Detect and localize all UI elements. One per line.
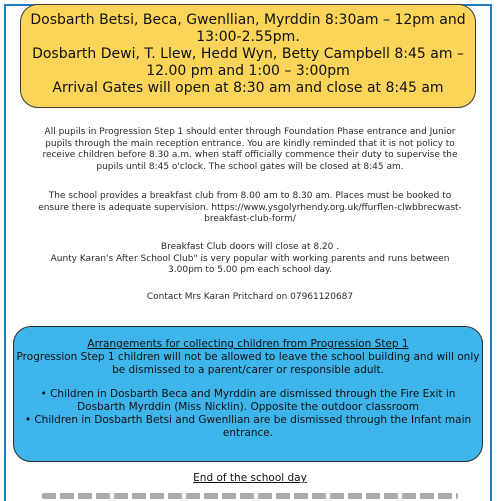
paragraph-line: The school provides a breakfast club from 8.00 am to 8.30 am. Places must be booked to: [48, 191, 452, 201]
paragraph-line: 3.00pm to 5.00 pm each school day.: [168, 265, 332, 275]
bullet-line: • Children in Dosbarth Beca and Myrddin are dismissed through the Fire Exit in: [40, 388, 456, 400]
breakfast-club-paragraph: [24, 191, 476, 226]
collection-arrangements-box: [13, 326, 483, 462]
paragraph-line: Breakfast Club doors will close at 8.20 .: [160, 242, 340, 252]
paragraph-line: ensure there is adequate supervision. https://www.ysgolyrhendy.org.uk/ffurflen-clwbbrecwast-: [38, 202, 462, 213]
school-times-box: [20, 4, 476, 108]
timing-line: 12.00 pm and 1:00 – 3:00pm: [146, 63, 350, 79]
paragraph-line: pupils through the main reception entrance. You are kindly reminded that it is not policy to: [45, 138, 455, 149]
collection-line: Progression Step 1 children will not be allowed to leave the school building and will only: [16, 351, 480, 363]
arrival-gates-line: Arrival Gates will open at 8:30 am and close at 8:45 am: [52, 80, 444, 96]
paragraph-line: receive children before 8.30 a.m. when staff officially commence their duty to supervise the: [42, 150, 458, 160]
bullet-line: • Children in Dosbarth Betsi and Gwenllian are be dismissed through the Infant main: [24, 414, 472, 426]
paragraph-line: pupils until 8:45 o'clock. The school gates will be closed at 8:45 am.: [96, 161, 404, 172]
paragraph-line: breakfast-club-form/: [204, 214, 296, 224]
contact-paragraph: [24, 292, 476, 304]
collection-heading: Arrangements for collecting children from Progression Step 1: [87, 338, 409, 350]
after-school-club-paragraph: [24, 242, 476, 277]
contact-line: Contact Mrs Karan Pritchard on 07961120687: [146, 292, 354, 302]
bullet-line: Dosbarth Myrddin (Miss Nicklin). Opposite the outdoor classroom: [77, 401, 419, 413]
timing-line: Dosbarth Dewi, T. Llew, Hedd Wyn, Betty Campbell 8:45 am –: [32, 46, 464, 62]
end-of-day-heading: End of the school day: [193, 472, 307, 484]
bullet-line: entrance.: [222, 427, 274, 439]
paragraph-line: Aunty Karan's After School Club" is very popular with working parents and runs between: [50, 253, 450, 264]
entrance-paragraph: [24, 127, 476, 173]
timing-line: Dosbarth Betsi, Beca, Gwenllian, Myrddin 8:30am – 12pm and: [30, 12, 466, 28]
collection-line: be dismissed to a parent/carer or responsible adult.: [112, 364, 384, 376]
paragraph-line: All pupils in Progression Step 1 should enter through Foundation Phase entrance and Junior: [44, 127, 456, 137]
truncated-text-line: [42, 493, 458, 499]
timing-line: 13:00-2.55pm.: [196, 29, 300, 45]
